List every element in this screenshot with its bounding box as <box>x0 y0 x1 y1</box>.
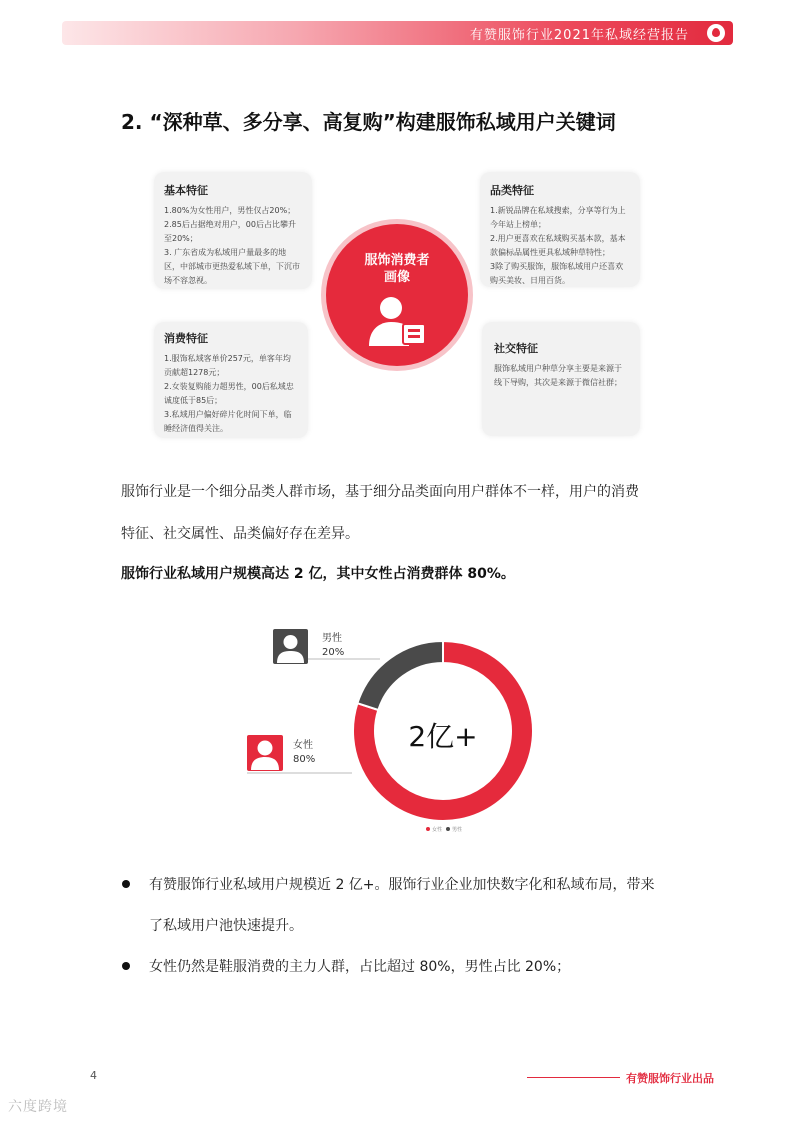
card-basic-title: 基本特征 <box>164 184 208 197</box>
card-consumption-title: 消费特征 <box>164 332 208 345</box>
male-value-label: 20% <box>322 647 345 658</box>
watermark: 六度跨境 <box>8 1099 68 1115</box>
legend-male: 男性 <box>452 827 463 833</box>
brand-logo-icon <box>707 24 725 42</box>
legend-male-swatch <box>446 827 450 831</box>
bullet-dot <box>122 880 130 888</box>
user-profile-icon <box>367 294 429 346</box>
persona-center <box>326 224 468 366</box>
donut-center-label: 2亿+ <box>408 720 478 753</box>
bullet-2: 女性仍然是鞋服消费的主力人群，占比超过 80%，男性占比 20%； <box>149 959 571 975</box>
header-bar <box>62 21 733 45</box>
card-category <box>480 172 640 287</box>
female-label: 女性 <box>293 740 313 751</box>
donut-slice-male <box>357 641 443 710</box>
report-title: 有赞服饰行业2021年私域经营报告 <box>469 28 689 43</box>
legend-female-swatch <box>426 827 430 831</box>
card-consumption-body: 1.服饰私域客单价257元，单客年均贡献超1278元； 2.女装复购能力超男性，00后私域忠诚度低于85后； 3.私域用户偏好碎片化时间下单，临睡经济值得关注。 <box>164 354 294 433</box>
paragraph-line-1: 服饰行业是一个细分品类人群市场，基于细分品类面向用户群体不一样，用户的消费 <box>121 484 639 500</box>
footer-brand: 有赞服饰行业出品 <box>626 1072 714 1085</box>
persona-center-line1: 服饰消费者 <box>364 253 430 268</box>
card-category-title: 品类特征 <box>490 184 534 197</box>
card-basic-body: 1.80%为女性用户，男性仅占20%； 2.85后占据绝对用户，00后占比攀升至20%； 3. 广东省成为私域用户量最多的地区，中部城市更热爱私域下单，下沉市场不容忽视。 <box>164 206 300 285</box>
page-number: 4 <box>90 1069 97 1082</box>
card-category-body: 1.新锐品牌在私域搜索，分享等行为上今年站上榜单； 2.用户更喜欢在私域购买基本款，基本款偏标品属性更具私域种草特性； 3除了购买服饰，服饰私域用户还喜欢购买美妆、日用百货。 <box>490 206 626 285</box>
female-value-label: 80% <box>293 754 316 765</box>
card-consumption <box>154 322 308 438</box>
paragraph-line-2: 特征、社交属性、品类偏好存在差异。 <box>121 526 359 542</box>
footer-divider <box>527 1077 620 1078</box>
card-social <box>482 322 640 436</box>
male-label: 男性 <box>322 633 342 644</box>
bullet-1-line-1: 有赞服饰行业私域用户规模近 2 亿+。服饰行业企业加快数字化和私域布局，带来 <box>149 877 655 893</box>
persona-center-line2: 画像 <box>383 270 410 285</box>
highlight-sentence: 服饰行业私域用户规模高达 2 亿，其中女性占消费群体 80%。 <box>121 566 515 582</box>
card-social-body: 服饰私域用户种草分享主要是来源于线下导购，其次是来源于微信社群； <box>494 364 622 387</box>
section-heading: 2. “深种草、多分享、高复购”构建服饰私域用户关键词 <box>121 110 616 134</box>
bullet-dot <box>122 962 130 970</box>
legend-female: 女性 <box>432 827 443 833</box>
bullet-1-line-2: 了私域用户池快速提升。 <box>149 918 303 934</box>
donut-chart <box>230 615 570 840</box>
card-basic <box>154 172 312 289</box>
card-social-title: 社交特征 <box>494 342 538 355</box>
